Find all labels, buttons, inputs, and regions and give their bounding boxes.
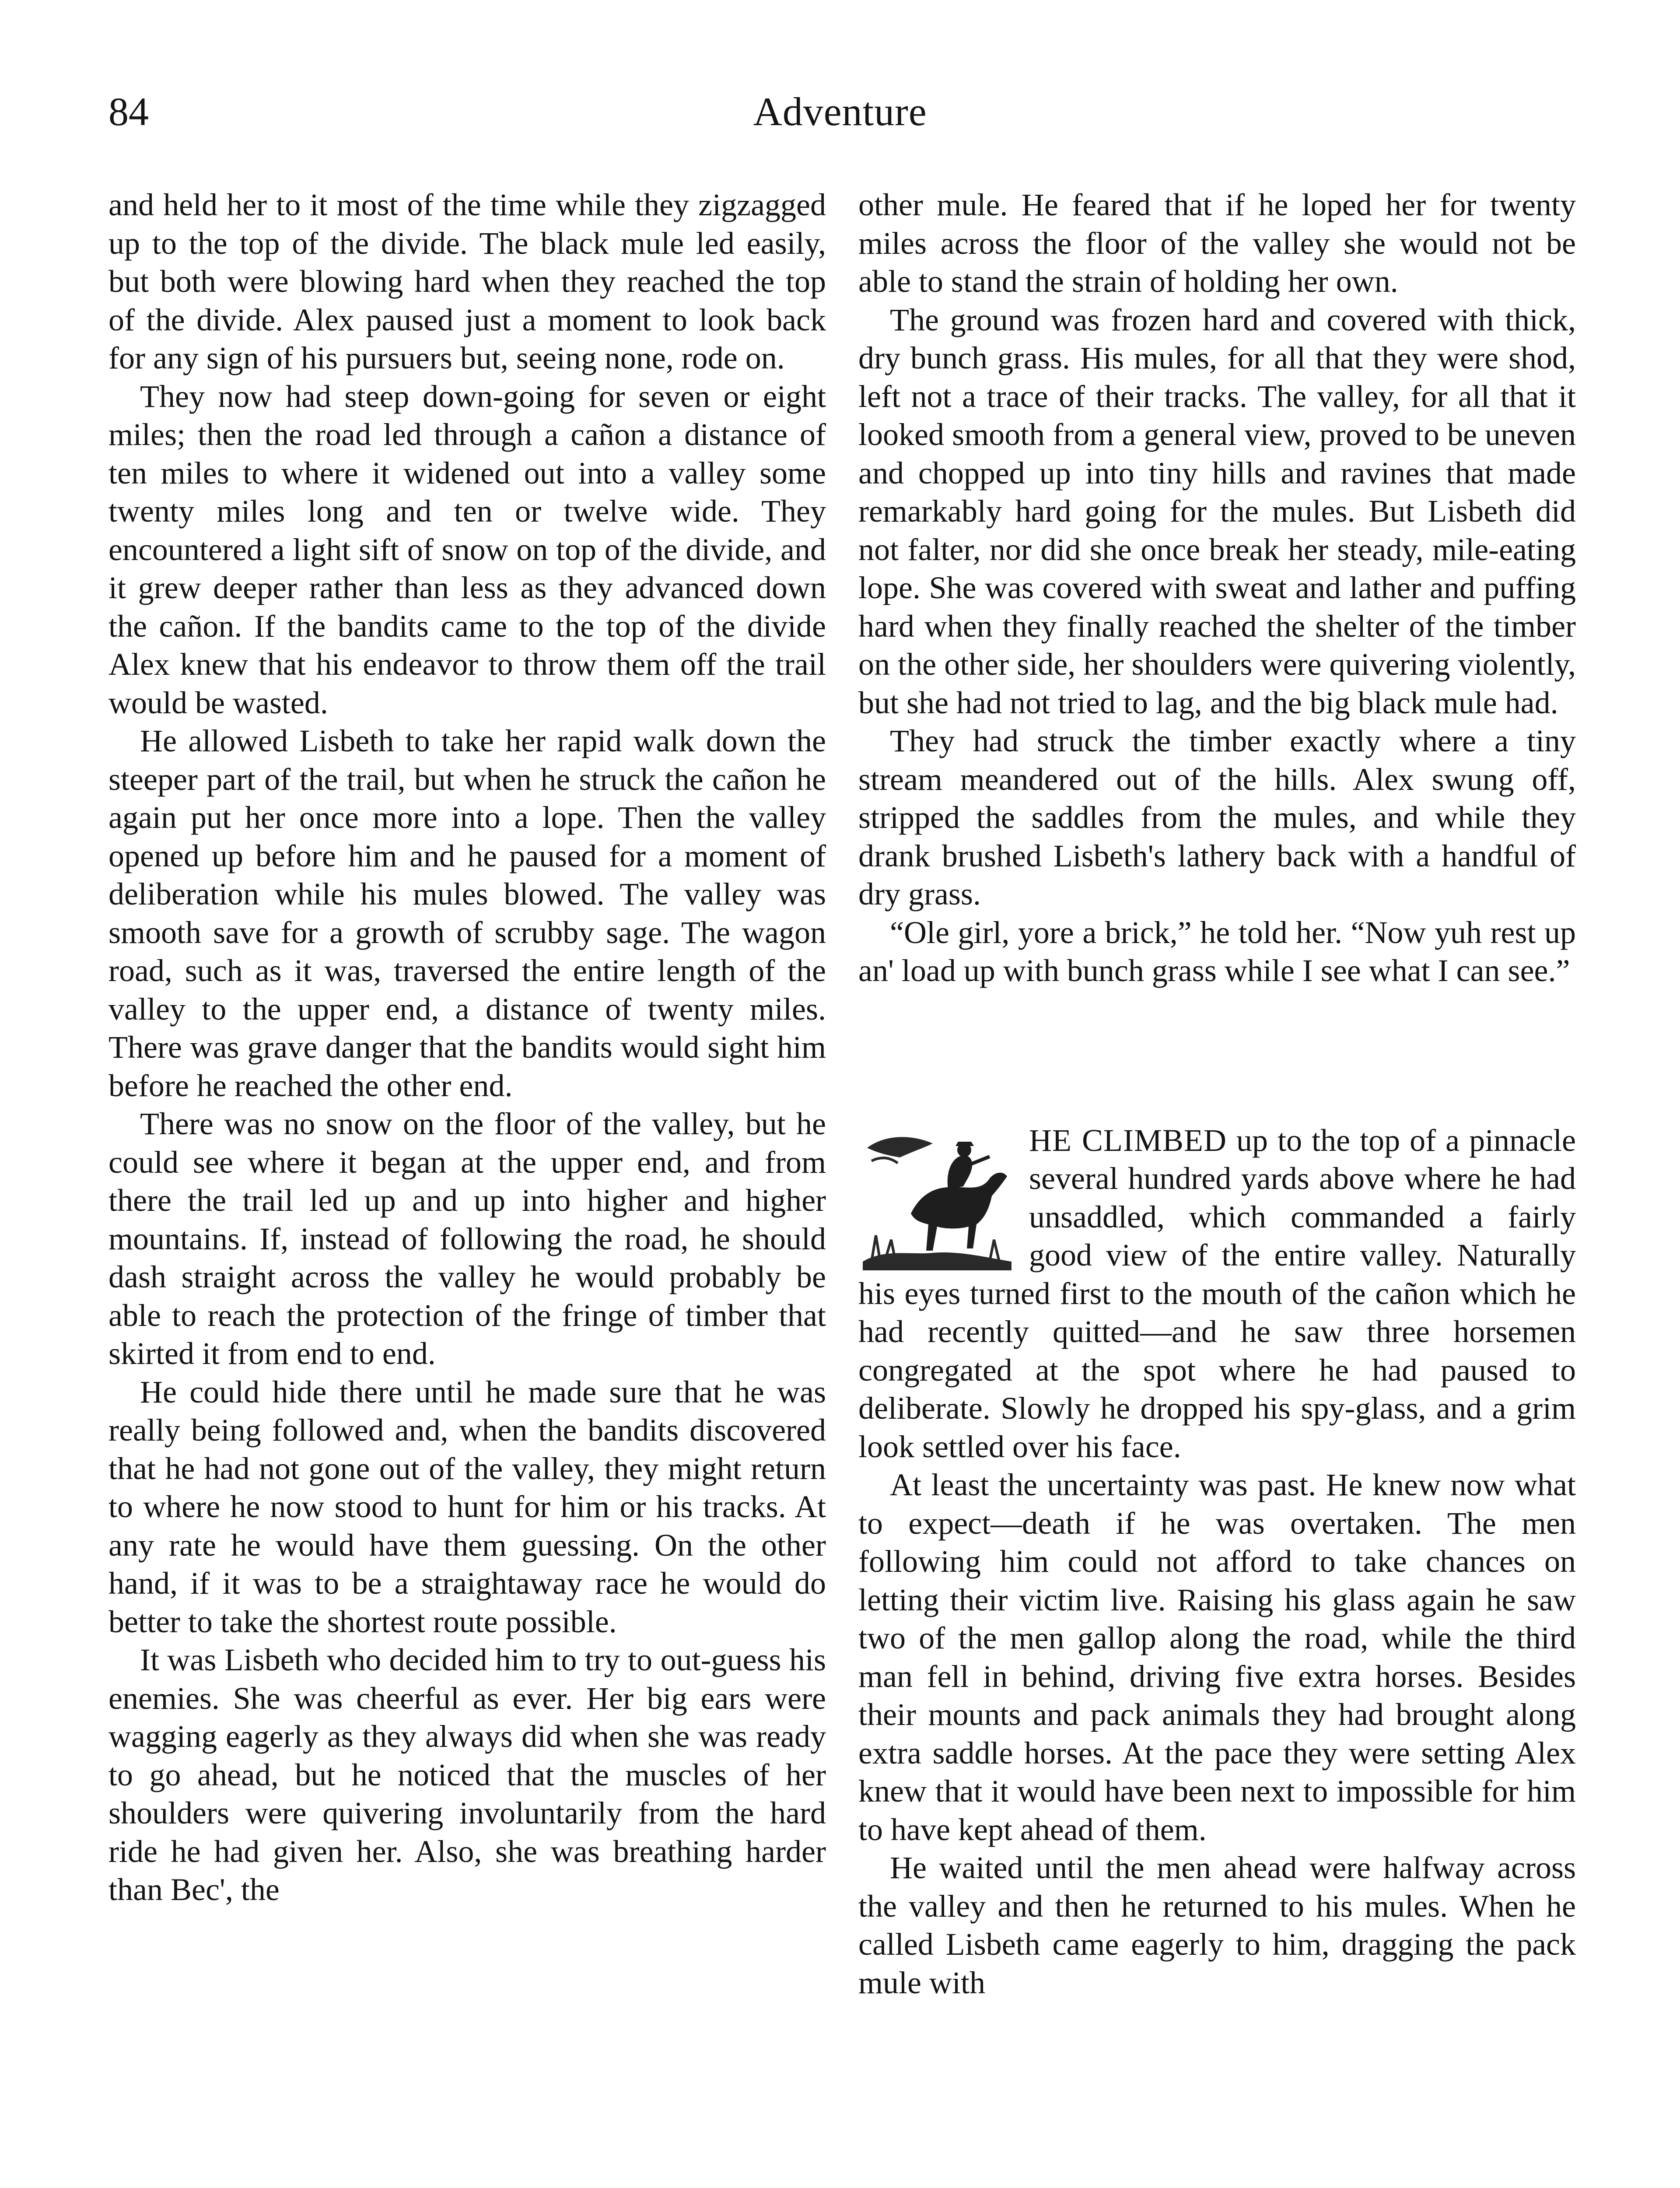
section-opening-paragraph — [858, 1122, 1576, 1466]
paragraph: “Ole girl, yore a brick,” he told her. “Now yuh rest up an' load up with bunch grass while I see what I can see.” — [858, 915, 1576, 988]
section-first-paragraph-text: up to the top of a pinnacle several hundred yards above where he had unsaddled, which commanded a fairly good view of the entire valley. Naturally his eyes turned first to the mouth of the cañon which he had recently quitted—and he saw three horsemen congregated at the spot where he had paused to deliberate. Slowly he dropped his spy-glass, and a grim look settled over his face. — [858, 1122, 1576, 1464]
paragraph: He could hide there until he made sure that he was really being followed and, when the bandits discovered that he had not gone out of the valley, they might return to where he now stood to hunt for him or his tracks. At any rate he would have them guessing. On the other hand, if it was to be a straightaway race he would do better to take the shortest route possible. — [108, 1374, 826, 1639]
paragraph: They had struck the timber exactly where a tiny stream meandered out of the hills. Alex swung off, stripped the saddles from the mules, and while they drank brushed Lisbeth's lathery back with a handful of dry grass. — [858, 723, 1576, 912]
paragraph: It was Lisbeth who decided him to try to out-guess his enemies. She was cheerful as ever. Her big ears were wagging eagerly as they always did when she was ready to go ahead, but he noticed that the muscles of her shoulders were quivering involuntarily from the hard ride he had given her. Also, she was breathing harder than Bec', the — [108, 1642, 826, 1907]
right-column — [858, 186, 1576, 2002]
page-number: 84 — [108, 89, 149, 134]
paragraph: He allowed Lisbeth to take her rapid walk down the steeper part of the trail, but when he struck the cañon he again put her once more into a lope. Then the valley opened up before him and he paused for a moment of deliberation while his mules blowed. The valley was smooth save for a growth of scrubby sage. The wagon road, such as it was, traversed the entire length of the valley to the upper end, a distance of twenty miles. There was grave danger that the bandits would sight him before he reached the other end. — [108, 723, 826, 1103]
paragraph: The ground was frozen hard and covered with thick, dry bunch grass. His mules, for all that they were shod, left not a trace of their tracks. The valley, for all that it looked smooth from a general view, proved to be uneven and chopped up into tiny hills and ravines that made remarkably hard going for the mules. But Lisbeth did not falter, nor did she once break her steady, mile-eating lope. She was covered with sweat and lather and puffing hard when they finally reached the shelter of the timber on the other side, her shoulders were quivering violently, but she had not tried to lag, and the big black mule had. — [858, 302, 1576, 720]
running-title: Adventure — [753, 89, 927, 134]
paragraph: other mule. He feared that if he loped her for twenty miles across the floor of the valley she would not be able to stand the strain of holding her own. — [858, 187, 1576, 299]
paragraph: There was no snow on the floor of the valley, but he could see where it began at the upper end, and from there the trail led up and up into higher and higher mountains. If, instead of following the road, he should dash straight across the valley he would probably be able to reach the protection of the fringe of timber that skirted it from end to end. — [108, 1106, 826, 1371]
paragraph: At least the uncertainty was past. He knew now what to expect—death if he was overtaken. The men following him could not afford to take chances on letting their victim live. Raising his glass again he saw two of the men gallop along the road, while the third man fell in behind, driving five extra horses. Besides their mounts and pack animals they had brought along extra saddle horses. At the pace they were setting Alex knew that it would have been next to impossible for him to have kept ahead of them. — [858, 1467, 1576, 1847]
page-header — [0, 85, 1680, 138]
paragraph: and held her to it most of the time while they zigzagged up to the top of the divide. The black mule led easily, but both were blowing hard when they reached the top of the divide. Alex paused just a moment to look back for any sign of his pursuers but, seeing none, rode on. — [108, 187, 826, 375]
paragraph: He waited until the men ahead were halfway across the valley and then he returned to his mules. When he called Lisbeth came eagerly to him, dragging the pack mule with — [858, 1850, 1576, 2000]
paragraph: They now had steep down-going for seven or eight miles; then the road led through a cañon a distance of ten miles to where it widened out into a valley some twenty miles long and ten or twelve wide. They encountered a light sift of snow on top of the divide, and it grew deeper rather than less as they advanced down the cañon. If the bandits came to the top of the divide Alex knew that his endeavor to throw them off the trail would be wasted. — [108, 379, 826, 720]
left-column — [108, 186, 826, 1909]
section-break — [858, 990, 1576, 1122]
section-lead-in: HE CLIMBED — [1029, 1122, 1227, 1158]
horse-and-rider-vignette-icon — [858, 1130, 1016, 1270]
